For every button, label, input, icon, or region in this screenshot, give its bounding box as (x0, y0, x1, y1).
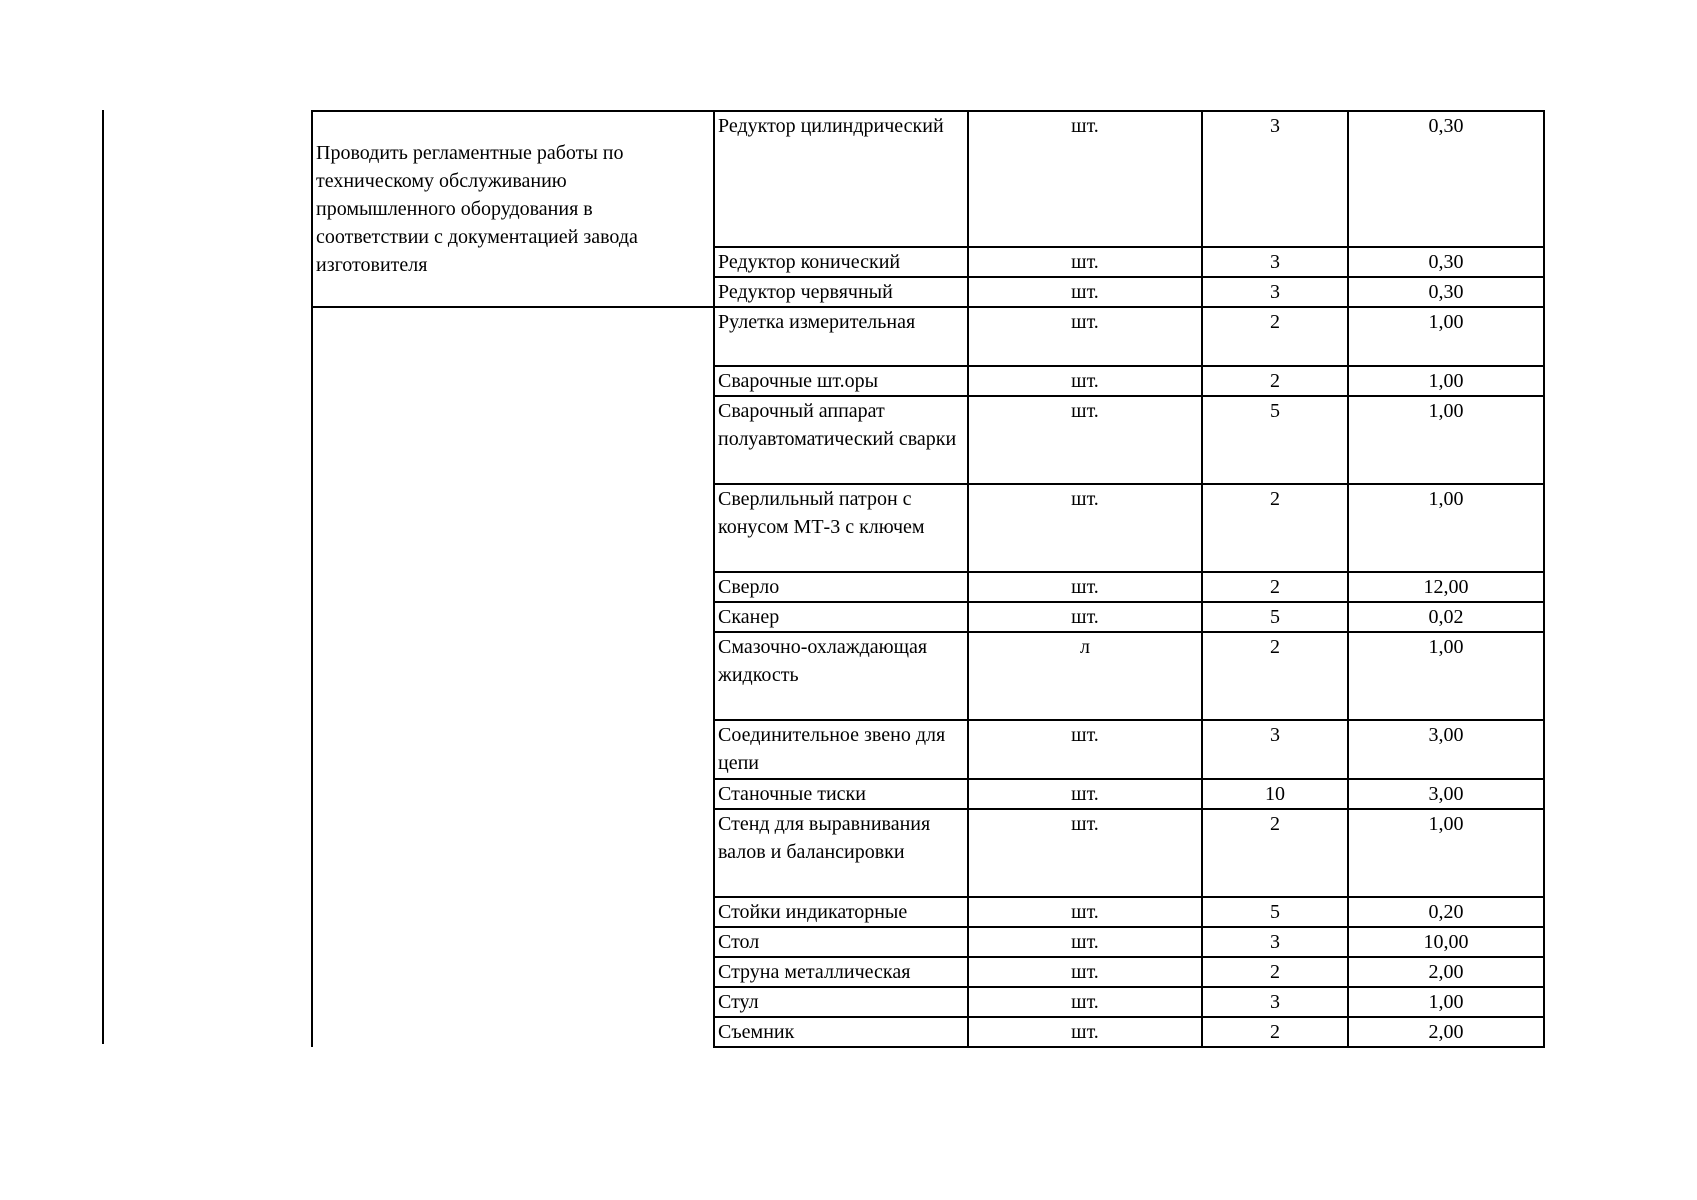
equipment-table (311, 110, 1545, 1048)
item-name-cell: Редуктор конический (714, 247, 968, 277)
item-name-cell: Сканер (714, 602, 968, 632)
unit-cell: шт. (968, 277, 1202, 307)
unit-cell: шт. (968, 247, 1202, 277)
item-name-cell: Рулетка измерительная (714, 307, 968, 366)
item-name-cell: Станочные тиски (714, 779, 968, 809)
item-name-cell: Редуктор червячный (714, 277, 968, 307)
norm-cell: 3,00 (1348, 720, 1544, 779)
norm-cell: 3,00 (1348, 779, 1544, 809)
unit-cell: шт. (968, 366, 1202, 396)
unit-cell: шт. (968, 307, 1202, 366)
norm-cell: 0,30 (1348, 247, 1544, 277)
unit-cell: шт. (968, 572, 1202, 602)
item-name-cell: Редуктор цилиндрический (714, 111, 968, 247)
quantity-cell: 3 (1202, 247, 1348, 277)
norm-cell: 1,00 (1348, 307, 1544, 366)
norm-cell: 1,00 (1348, 809, 1544, 897)
unit-cell: шт. (968, 897, 1202, 927)
unit-cell: л (968, 632, 1202, 720)
norm-cell: 1,00 (1348, 632, 1544, 720)
task-description-cell: Проводить регламентные работы по техническому обслуживанию промышленного оборудования в соответствии с документацией завода изготовителя (312, 111, 714, 307)
item-name-cell: Сварочные шт.оры (714, 366, 968, 396)
norm-cell: 10,00 (1348, 927, 1544, 957)
quantity-cell: 2 (1202, 572, 1348, 602)
table-row (312, 111, 1544, 247)
norm-cell: 1,00 (1348, 987, 1544, 1017)
item-name-cell: Сверлильный патрон с конусом МТ-3 с ключем (714, 484, 968, 572)
table-row (312, 307, 1544, 366)
item-name-cell: Струна металлическая (714, 957, 968, 987)
item-name-cell: Сверло (714, 572, 968, 602)
item-name-cell: Съемник (714, 1017, 968, 1047)
quantity-cell: 2 (1202, 809, 1348, 897)
unit-cell: шт. (968, 111, 1202, 247)
unit-cell: шт. (968, 927, 1202, 957)
quantity-cell: 3 (1202, 987, 1348, 1017)
item-name-cell: Стенд для выравнивания валов и балансировки (714, 809, 968, 897)
quantity-cell: 3 (1202, 277, 1348, 307)
quantity-cell: 2 (1202, 632, 1348, 720)
unit-cell: шт. (968, 779, 1202, 809)
quantity-cell: 3 (1202, 927, 1348, 957)
unit-cell: шт. (968, 396, 1202, 484)
quantity-cell: 5 (1202, 396, 1348, 484)
norm-cell: 0,30 (1348, 111, 1544, 247)
norm-cell: 12,00 (1348, 572, 1544, 602)
norm-cell: 1,00 (1348, 484, 1544, 572)
item-name-cell: Стойки индикаторные (714, 897, 968, 927)
quantity-cell: 3 (1202, 111, 1348, 247)
unit-cell: шт. (968, 957, 1202, 987)
unit-cell: шт. (968, 1017, 1202, 1047)
norm-cell: 0,30 (1348, 277, 1544, 307)
norm-cell: 1,00 (1348, 366, 1544, 396)
unit-cell: шт. (968, 602, 1202, 632)
item-name-cell: Стул (714, 987, 968, 1017)
unit-cell: шт. (968, 484, 1202, 572)
unit-cell: шт. (968, 987, 1202, 1017)
unit-cell: шт. (968, 809, 1202, 897)
empty-task-cell (312, 307, 714, 1047)
norm-cell: 1,00 (1348, 396, 1544, 484)
item-name-cell: Смазочно-охлаждающая жидкость (714, 632, 968, 720)
item-name-cell: Сварочный аппарат полуавтоматический сварки (714, 396, 968, 484)
quantity-cell: 2 (1202, 366, 1348, 396)
norm-cell: 2,00 (1348, 1017, 1544, 1047)
norm-cell: 0,02 (1348, 602, 1544, 632)
unit-cell: шт. (968, 720, 1202, 779)
item-name-cell: Соединительное звено для цепи (714, 720, 968, 779)
quantity-cell: 5 (1202, 602, 1348, 632)
quantity-cell: 2 (1202, 957, 1348, 987)
quantity-cell: 3 (1202, 720, 1348, 779)
left-margin-rule (102, 110, 104, 1044)
norm-cell: 2,00 (1348, 957, 1544, 987)
item-name-cell: Стол (714, 927, 968, 957)
quantity-cell: 10 (1202, 779, 1348, 809)
quantity-cell: 5 (1202, 897, 1348, 927)
quantity-cell: 2 (1202, 1017, 1348, 1047)
norm-cell: 0,20 (1348, 897, 1544, 927)
quantity-cell: 2 (1202, 307, 1348, 366)
quantity-cell: 2 (1202, 484, 1348, 572)
